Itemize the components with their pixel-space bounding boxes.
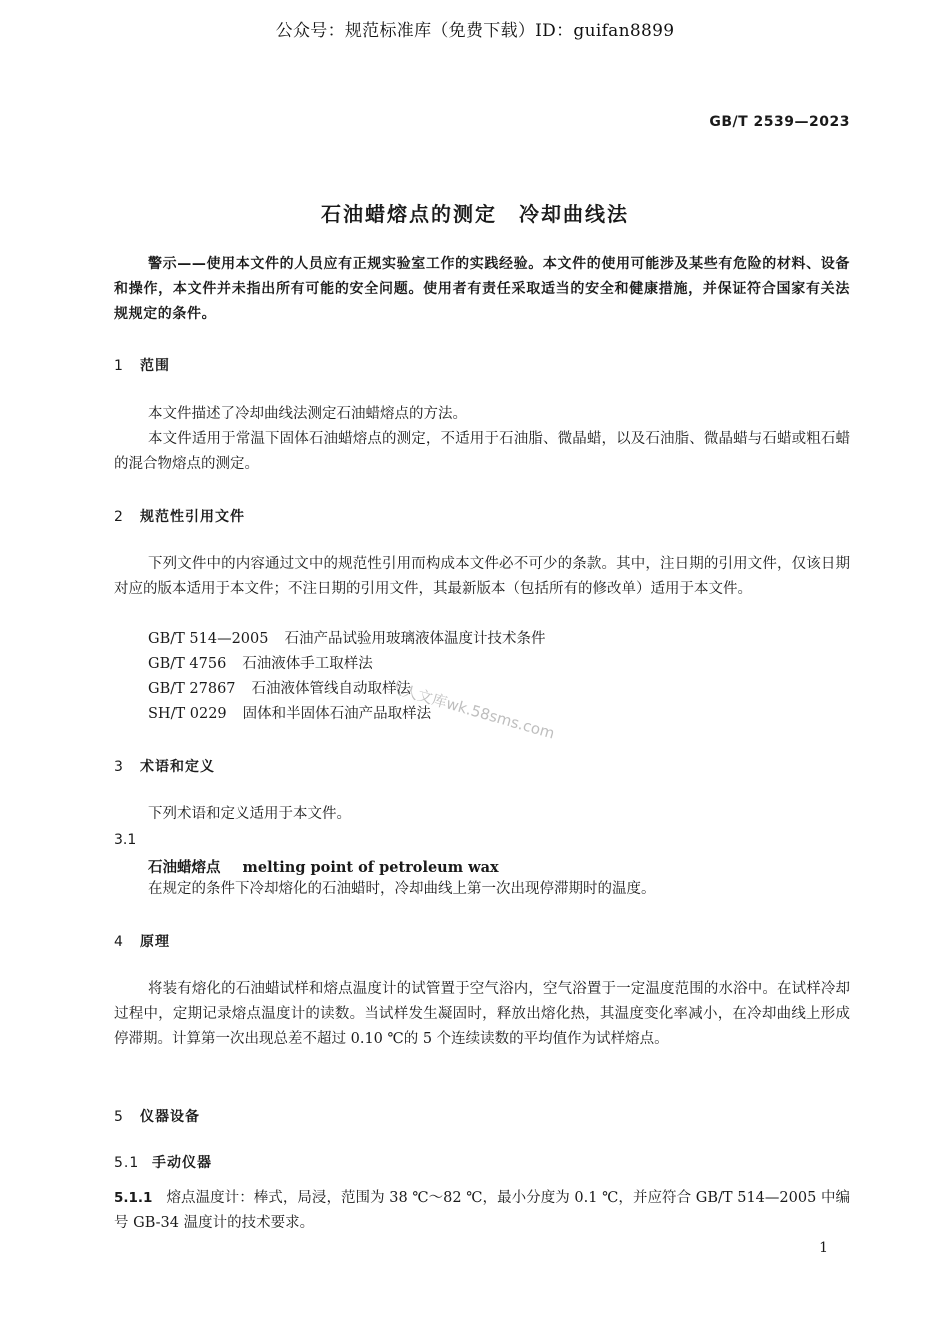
section-2-body: [114, 552, 850, 602]
reference-code: GB/T 4756: [148, 656, 227, 672]
section-3-number: 3: [114, 759, 124, 775]
reference-code: GB/T 514—2005: [148, 631, 269, 647]
section-5-title: 仪器设备: [140, 1109, 200, 1125]
term-english: melting point of petroleum wax: [242, 859, 499, 876]
section-1-para-1: 本文件描述了冷却曲线法测定石油蜡熔点的方法。: [148, 406, 467, 422]
reference-item: [148, 652, 373, 677]
reference-title: 石油液体管线自动取样法: [251, 681, 412, 697]
section-4-body: [114, 977, 850, 1052]
reference-item: [148, 702, 431, 727]
reference-item: [148, 677, 411, 702]
section-5-heading: [114, 1106, 200, 1126]
standard-number: GB/T 2539—2023: [709, 114, 850, 130]
reference-title: 石油液体手工取样法: [242, 656, 373, 672]
term-chinese: 石油蜡熔点: [148, 859, 221, 876]
subsection-5-1-title: 手动仪器: [152, 1155, 212, 1171]
subsection-5-1-number: 5.1: [114, 1155, 140, 1171]
clause-5-1-1-text: 熔点温度计：棒式，局浸，范围为 38 ℃～82 ℃，最小分度为 0.1 ℃，并应符合 GB/T 514—2005 中编号 GB-34 温度计的技术要求。: [114, 1190, 850, 1231]
section-3-title: 术语和定义: [140, 759, 215, 775]
top-banner: 公众号：规范标准库（免费下载）ID：guifan8899: [275, 21, 675, 41]
section-2-para-1: 下列文件中的内容通过文中的规范性引用而构成本文件必不可少的条款。其中，注日期的引用文件，仅该日期对应的版本适用于本文件；不注日期的引用文件，其最新版本（包括所有的修改单）适用于本文件。: [114, 556, 850, 597]
section-4-heading: [114, 931, 170, 951]
reference-title: 固体和半固体石油产品取样法: [242, 706, 432, 722]
clause-5-1-1: [114, 1186, 850, 1236]
page-number: 1: [819, 1240, 828, 1256]
section-2-heading: [114, 506, 245, 526]
section-1-body: [114, 402, 850, 477]
section-4-number: 4: [114, 934, 124, 950]
term-entry: [148, 856, 499, 877]
section-1-number: 1: [114, 358, 124, 374]
section-1-para-2: 本文件适用于常温下固体石油蜡熔点的测定，不适用于石油脂、微晶蜡，以及石油脂、微晶蜡与石蜡或粗石蜡的混合物熔点的测定。: [114, 431, 850, 472]
warning-block: [114, 252, 850, 327]
term-definition: 在规定的条件下冷却熔化的石油蜡时，冷却曲线上第一次出现停滞期时的温度。: [148, 881, 656, 897]
reference-title: 石油产品试验用玻璃液体温度计技术条件: [284, 631, 546, 647]
term-number: 3.1: [114, 832, 137, 848]
section-4-para-1: 将装有熔化的石油蜡试样和熔点温度计的试管置于空气浴内，空气浴置于一定温度范围的水浴中。在试样冷却过程中，定期记录熔点温度计的读数。当试样发生凝固时，释放出熔化热，其温度变化率减小，在冷却曲线上形成停滞期。计算第一次出现总差不超过 0.10 ℃的 5 个连续读数的平均值作为试样熔点。: [114, 981, 850, 1047]
watermark: 人人文库wk.58sms.com: [386, 677, 557, 743]
reference-code: SH/T 0229: [148, 706, 227, 722]
clause-5-1-1-number: 5.1.1: [114, 1190, 153, 1206]
reference-item: [148, 627, 545, 652]
section-2-number: 2: [114, 509, 124, 525]
section-4-title: 原理: [140, 934, 170, 950]
section-3-body: [114, 802, 850, 827]
section-1-title: 范围: [140, 358, 170, 374]
section-3-heading: [114, 756, 215, 776]
section-1-heading: [114, 355, 170, 375]
section-5-number: 5: [114, 1109, 124, 1125]
section-2-title: 规范性引用文件: [140, 509, 245, 525]
subsection-5-1-heading: [114, 1152, 212, 1172]
reference-code: GB/T 27867: [148, 681, 236, 697]
warning-text: 警示——使用本文件的人员应有正规实验室工作的实践经验。本文件的使用可能涉及某些有危险的材料、设备和操作，本文件并未指出所有可能的安全问题。使用者有责任采取适当的安全和健康措施，并保证符合国家有关法规规定的条件。: [114, 256, 850, 322]
document-title: 石油蜡熔点的测定 冷却曲线法: [321, 202, 629, 226]
section-3-para-1: 下列术语和定义适用于本文件。: [148, 806, 351, 822]
term-definition-block: [114, 877, 850, 902]
